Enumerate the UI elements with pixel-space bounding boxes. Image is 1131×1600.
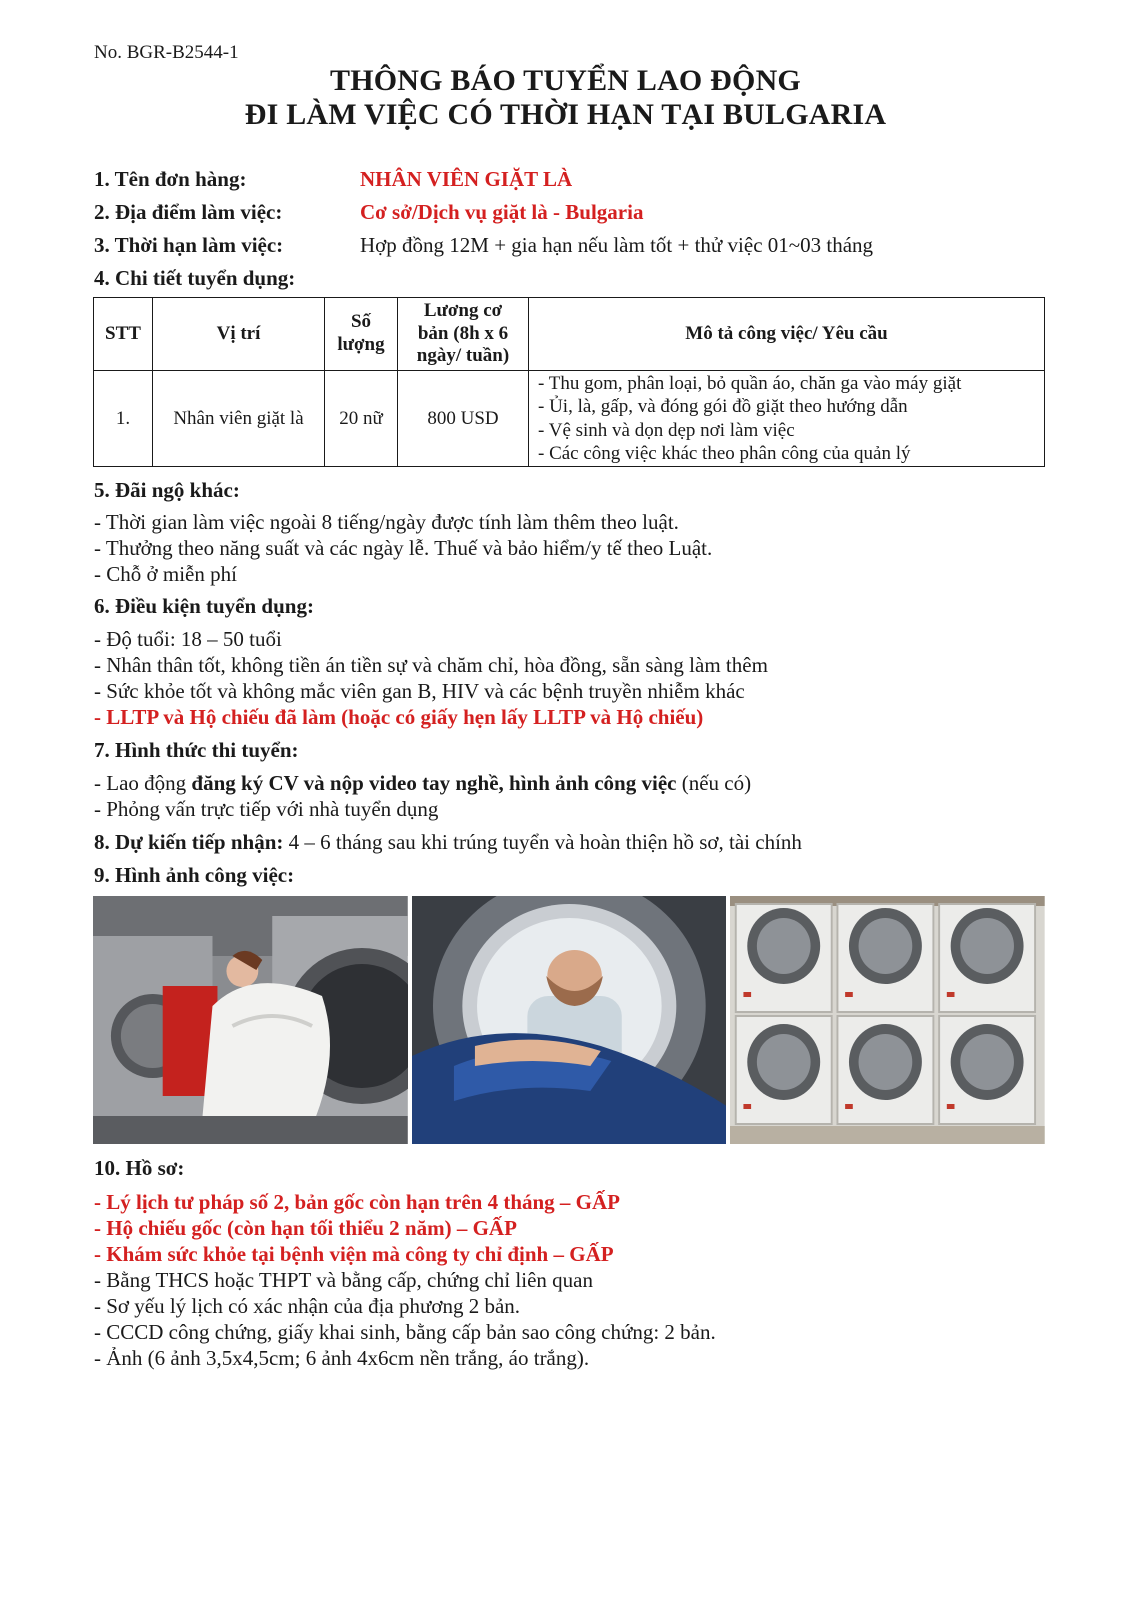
order-value: NHÂN VIÊN GIẶT LÀ — [360, 167, 573, 191]
header-stt: STT — [94, 298, 153, 371]
header-salary-line-2: bản (8h x 6 — [417, 322, 509, 344]
header-salary — [398, 298, 529, 371]
dossier-heading: 10. Hồ sơ: — [94, 1156, 185, 1180]
header-description: Mô tả công việc/ Yêu cầu — [529, 298, 1045, 371]
document-number: No. BGR-B2544-1 — [94, 42, 239, 63]
benefit-item: - Thưởng theo năng suất và các ngày lễ. Thuế và bảo hiểm/y tế theo Luật. — [94, 536, 713, 560]
cell-position: Nhân viên giặt là — [153, 371, 325, 467]
detail-label: 4. Chi tiết tuyển dụng: — [94, 266, 296, 290]
location-row — [94, 200, 644, 225]
benefit-item: - Chỗ ở miễn phí — [94, 562, 237, 586]
dossier-urgent-item: - Khám sức khỏe tại bệnh viện mà công ty chỉ định – GẤP — [94, 1242, 614, 1266]
photos-heading: 9. Hình ảnh công việc: — [94, 863, 295, 887]
exam-item-2: - Phỏng vấn trực tiếp với nhà tuyển dụng — [94, 797, 439, 821]
dossier-urgent-item: - Lý lịch tư pháp số 2, bản gốc còn hạn trên 4 tháng – GẤP — [94, 1190, 621, 1214]
photo-stacked-dryers — [730, 896, 1045, 1144]
work-photos — [93, 896, 1045, 1144]
header-quantity — [325, 298, 398, 371]
photo-man-washer-drum — [412, 896, 727, 1144]
expected-value: 4 – 6 tháng sau khi trúng tuyển và hoàn thiện hồ sơ, tài chính — [283, 830, 802, 854]
table-row — [94, 371, 1045, 467]
desc-line: - Các công việc khác theo phân công của quản lý — [538, 442, 911, 464]
exam-item-1-pre: - Lao động — [94, 771, 192, 795]
expected-label: 8. Dự kiến tiếp nhận: — [94, 830, 284, 854]
desc-line: - Vệ sinh và dọn dẹp nơi làm việc — [538, 419, 795, 441]
table-header-row — [94, 298, 1045, 371]
washer-drum-image — [412, 896, 727, 1144]
location-label: 2. Địa điểm làm việc: — [94, 200, 283, 224]
dossier-item: - Bằng THCS hoặc THPT và bằng cấp, chứng chỉ liên quan — [94, 1268, 593, 1292]
dossier-item: - Sơ yếu lý lịch có xác nhận của địa phương 2 bản. — [94, 1294, 521, 1318]
condition-item: - Độ tuổi: 18 – 50 tuổi — [94, 627, 282, 651]
condition-item: - Nhân thân tốt, không tiền án tiền sự và chăm chỉ, hòa đồng, sẵn sàng làm thêm — [94, 653, 768, 677]
condition-item: - Sức khỏe tốt và không mắc viên gan B, HIV và các bệnh truyền nhiễm khác — [94, 679, 745, 703]
location-value: Cơ sở/Dịch vụ giặt là - Bulgaria — [360, 200, 644, 224]
cell-quantity: 20 nữ — [325, 371, 398, 467]
condition-highlight: - LLTP và Hộ chiếu đã làm (hoặc có giấy hẹn lấy LLTP và Hộ chiếu) — [94, 705, 704, 729]
dossier-item: - Ảnh (6 ảnh 3,5x4,5cm; 6 ảnh 4x6cm nền trắng, áo trắng). — [94, 1346, 590, 1370]
benefits-heading: 5. Đãi ngộ khác: — [94, 478, 240, 502]
title-line-1: THÔNG BÁO TUYỂN LAO ĐỘNG — [330, 64, 801, 97]
desc-line: - Ủi, là, gấp, và đóng gói đồ giặt theo hướng dẫn — [538, 396, 908, 418]
header-quantity-line-1: Số — [350, 311, 372, 333]
desc-line: - Thu gom, phân loại, bỏ quần áo, chăn ga vào máy giặt — [538, 373, 962, 395]
laundry-worker-image — [93, 896, 408, 1144]
dossier-urgent-item: - Hộ chiếu gốc (còn hạn tối thiểu 2 năm) – GẤP — [94, 1216, 517, 1240]
expected-row — [94, 830, 802, 855]
exam-item-1 — [94, 771, 751, 796]
title-line-2: ĐI LÀM VIỆC CÓ THỜI HẠN TẠI BULGARIA — [244, 98, 887, 131]
header-salary-line-1: Lương cơ — [423, 299, 503, 321]
recruitment-table — [93, 297, 1045, 467]
cell-salary: 800 USD — [398, 371, 529, 467]
term-row — [94, 233, 874, 258]
cell-description — [529, 371, 1045, 467]
detail-heading — [94, 266, 295, 291]
order-label: 1. Tên đơn hàng: — [94, 167, 247, 191]
header-salary-line-3: ngày/ tuần) — [416, 345, 510, 367]
dossier-item: - CCCD công chứng, giấy khai sinh, bằng cấp bản sao công chứng: 2 bản. — [94, 1320, 716, 1344]
dryers-image — [730, 896, 1045, 1144]
exam-heading: 7. Hình thức thi tuyển: — [94, 738, 299, 762]
term-label: 3. Thời hạn làm việc: — [94, 233, 284, 257]
exam-item-1-bold: đăng ký CV và nộp video tay nghề, hình ảnh công việc — [191, 771, 677, 795]
header-quantity-line-2: lượng — [337, 334, 385, 355]
header-position: Vị trí — [153, 298, 325, 371]
order-row — [94, 167, 573, 192]
benefit-item: - Thời gian làm việc ngoài 8 tiếng/ngày được tính làm thêm theo luật. — [94, 510, 679, 534]
term-value: Hợp đồng 12M + gia hạn nếu làm tốt + thử việc 01~03 tháng — [360, 233, 874, 257]
cell-stt: 1. — [94, 371, 153, 467]
photo-woman-loading-washer — [93, 896, 408, 1144]
exam-item-1-post: (nếu có) — [676, 771, 752, 795]
conditions-heading: 6. Điều kiện tuyển dụng: — [94, 594, 314, 618]
